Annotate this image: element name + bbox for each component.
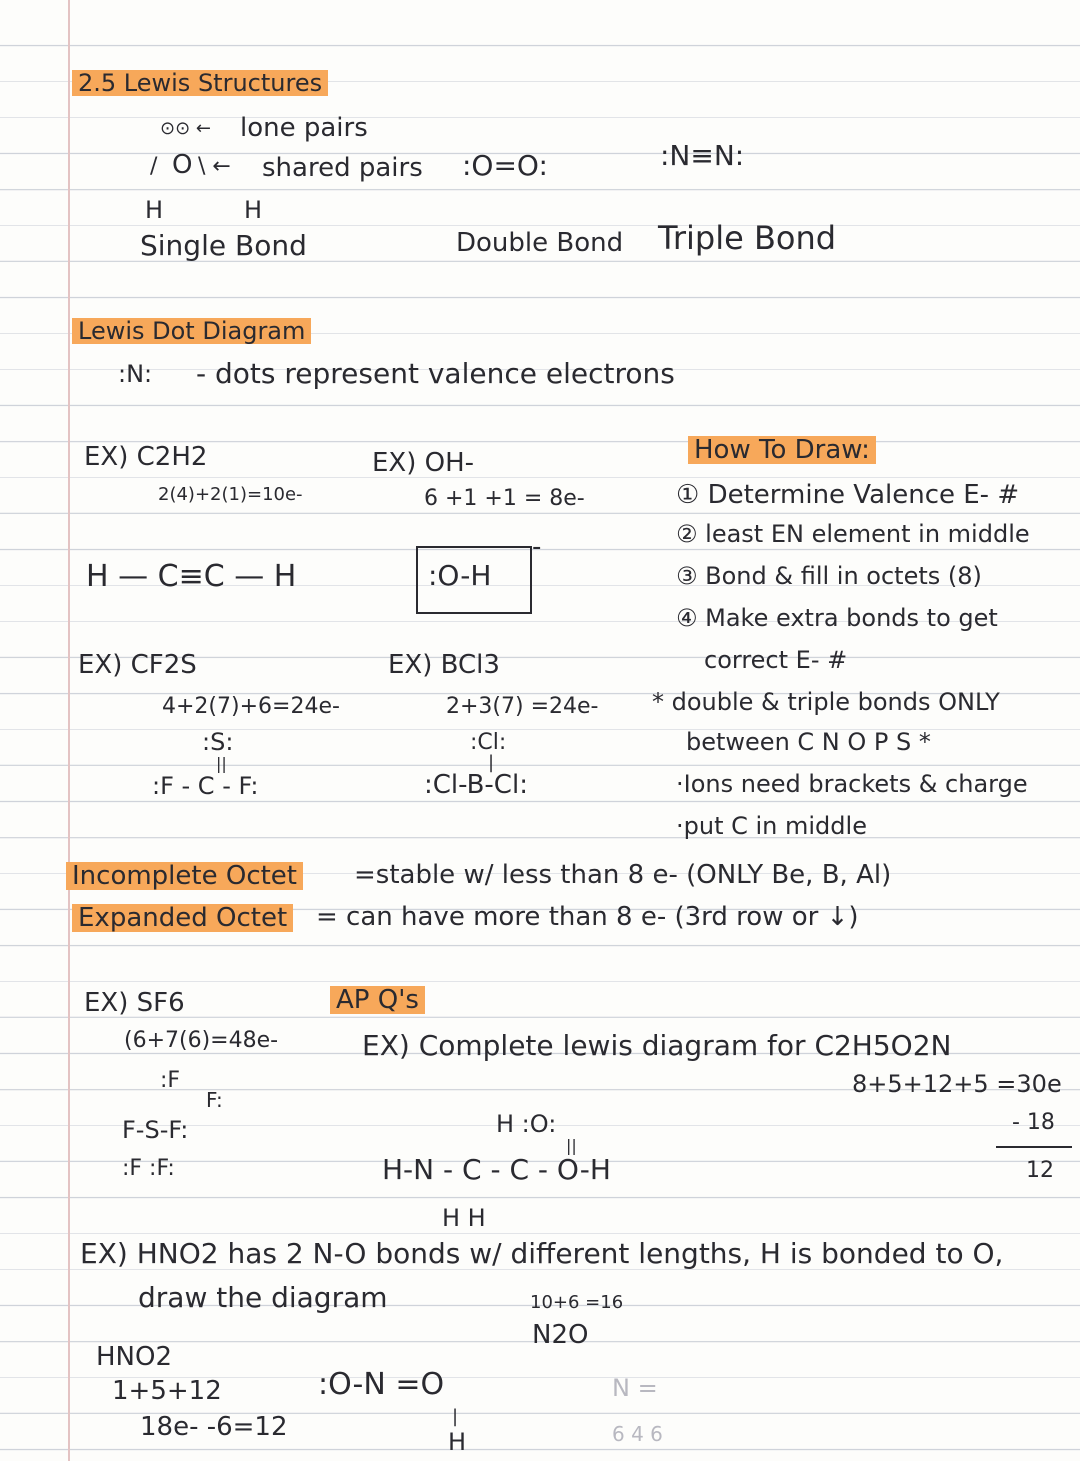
sf6-upper-right-fluorine: F: [206, 1088, 223, 1112]
note-cnops: between C N O P S * [686, 728, 931, 756]
triple-bond-label: Triple Bond [658, 219, 837, 257]
lone-pair-dots-icon: ⊙⊙ ← [160, 118, 211, 139]
hno2-side-calc: 10+6 =16 [530, 1292, 624, 1313]
note-ions-brackets: ·Ions need brackets & charge [676, 770, 1028, 798]
shared-pairs-note: shared pairs [262, 153, 423, 183]
note-double-triple: * double & triple bonds ONLY [652, 688, 1000, 716]
section-title-lewis-dot-diagram: Lewis Dot Diagram [72, 318, 311, 344]
note-c-middle: ·put C in middle [676, 812, 867, 840]
single-bond-label: Single Bond [140, 229, 307, 262]
margin-line [68, 0, 70, 1461]
glycine-calc-remaining: 12 [1026, 1158, 1054, 1183]
glycine-calc-subtract: - 18 [1012, 1110, 1055, 1135]
water-bond-right: \ ← [198, 154, 231, 179]
sf6-middle-row: F-S-F: [122, 1116, 189, 1144]
n2-structure: :N≡N: [660, 139, 745, 172]
bcl3-structure: :Cl-B-Cl: [424, 770, 528, 800]
oh-example-label: EX) OH- [372, 448, 475, 478]
oh-charge: - [532, 532, 542, 562]
o2-structure: :O=O: [462, 149, 548, 182]
hno2-structure: :O-N =O [318, 1367, 445, 1402]
how-to-step-2: ② least EN element in middle [676, 520, 1030, 548]
hno2-calc-1: 1+5+12 [112, 1376, 222, 1406]
glycine-bottom-hydrogens: H H [442, 1204, 486, 1232]
water-h-right: H [244, 196, 263, 224]
glycine-top-row: H :O: [496, 1110, 557, 1138]
hno2-side-formula: N2O [532, 1320, 589, 1350]
bcl3-vertical-bond: | [488, 752, 495, 773]
glycine-double-bond: || [566, 1136, 577, 1155]
c2h2-electron-count: 2(4)+2(1)=10e- [158, 484, 303, 505]
how-to-step-4-cont: correct E- # [704, 646, 848, 674]
hno2-vertical-bond: | [452, 1406, 459, 1427]
expanded-octet-term: Expanded Octet [72, 904, 293, 932]
ap-qs-title: AP Q's [330, 986, 425, 1014]
how-to-draw-title: How To Draw: [688, 436, 876, 464]
glycine-chain: H-N - C - C - O-H [382, 1153, 611, 1186]
hno2-hydrogen: H [448, 1428, 467, 1456]
hno2-question: EX) HNO2 has 2 N-O bonds w/ different lengths, H is bonded to O, [80, 1237, 1004, 1270]
hno2-formula: HNO2 [96, 1342, 173, 1372]
oh-electron-count: 6 +1 +1 = 8e- [424, 486, 585, 511]
sf6-example-label: EX) SF6 [84, 988, 185, 1018]
lone-pairs-note: lone pairs [240, 113, 368, 143]
cf2s-structure: :F - C - F: [152, 772, 259, 800]
how-to-step-3: ③ Bond & fill in octets (8) [676, 562, 982, 590]
expanded-octet-definition: = can have more than 8 e- (3rd row or ↓) [316, 902, 859, 932]
water-bond-left: / [150, 154, 158, 179]
glycine-calc-total: 8+5+12+5 =30e [852, 1070, 1062, 1098]
hno2-calc-2: 18e- -6=12 [140, 1412, 288, 1442]
dot-diagram-example: :N: [118, 360, 153, 388]
cf2s-electron-count: 4+2(7)+6=24e- [162, 694, 340, 719]
c2h2-structure: H — C≡C — H [86, 559, 297, 594]
sf6-top-fluorine: :F [160, 1068, 181, 1093]
sf6-electron-count: (6+7(6)=48e- [124, 1028, 279, 1053]
dot-diagram-description: - dots represent valence electrons [196, 357, 675, 390]
oh-structure: :O-H [428, 559, 492, 592]
incomplete-octet-definition: =stable w/ less than 8 e- (ONLY Be, B, Al) [354, 860, 892, 890]
faint-scribble-numbers: 6 4 6 [612, 1422, 663, 1446]
how-to-step-1: ① Determine Valence E- # [676, 480, 1020, 510]
c2h2-example-label: EX) C2H2 [84, 442, 208, 472]
cf2s-double-bond: || [216, 754, 227, 773]
calc-divider-line [996, 1146, 1072, 1148]
hno2-question-cont: draw the diagram [138, 1281, 388, 1314]
bcl3-top-chlorine: :Cl: [470, 730, 507, 755]
double-bond-label: Double Bond [456, 228, 624, 258]
incomplete-octet-term: Incomplete Octet [66, 862, 303, 890]
sf6-bottom-fluorines: :F :F: [122, 1156, 175, 1181]
cf2s-sulfur: :S: [202, 728, 234, 756]
cf2s-example-label: EX) CF2S [78, 650, 197, 680]
glycine-question: EX) Complete lewis diagram for C2H5O2N [362, 1029, 952, 1062]
bcl3-example-label: EX) BCl3 [388, 650, 500, 680]
how-to-step-4: ④ Make extra bonds to get [676, 604, 998, 632]
bcl3-electron-count: 2+3(7) =24e- [446, 694, 599, 719]
water-oxygen: O [172, 150, 193, 180]
faint-scribble: N = [612, 1374, 658, 1402]
section-title-lewis-structures: 2.5 Lewis Structures [72, 70, 328, 96]
water-h-left: H [145, 196, 164, 224]
